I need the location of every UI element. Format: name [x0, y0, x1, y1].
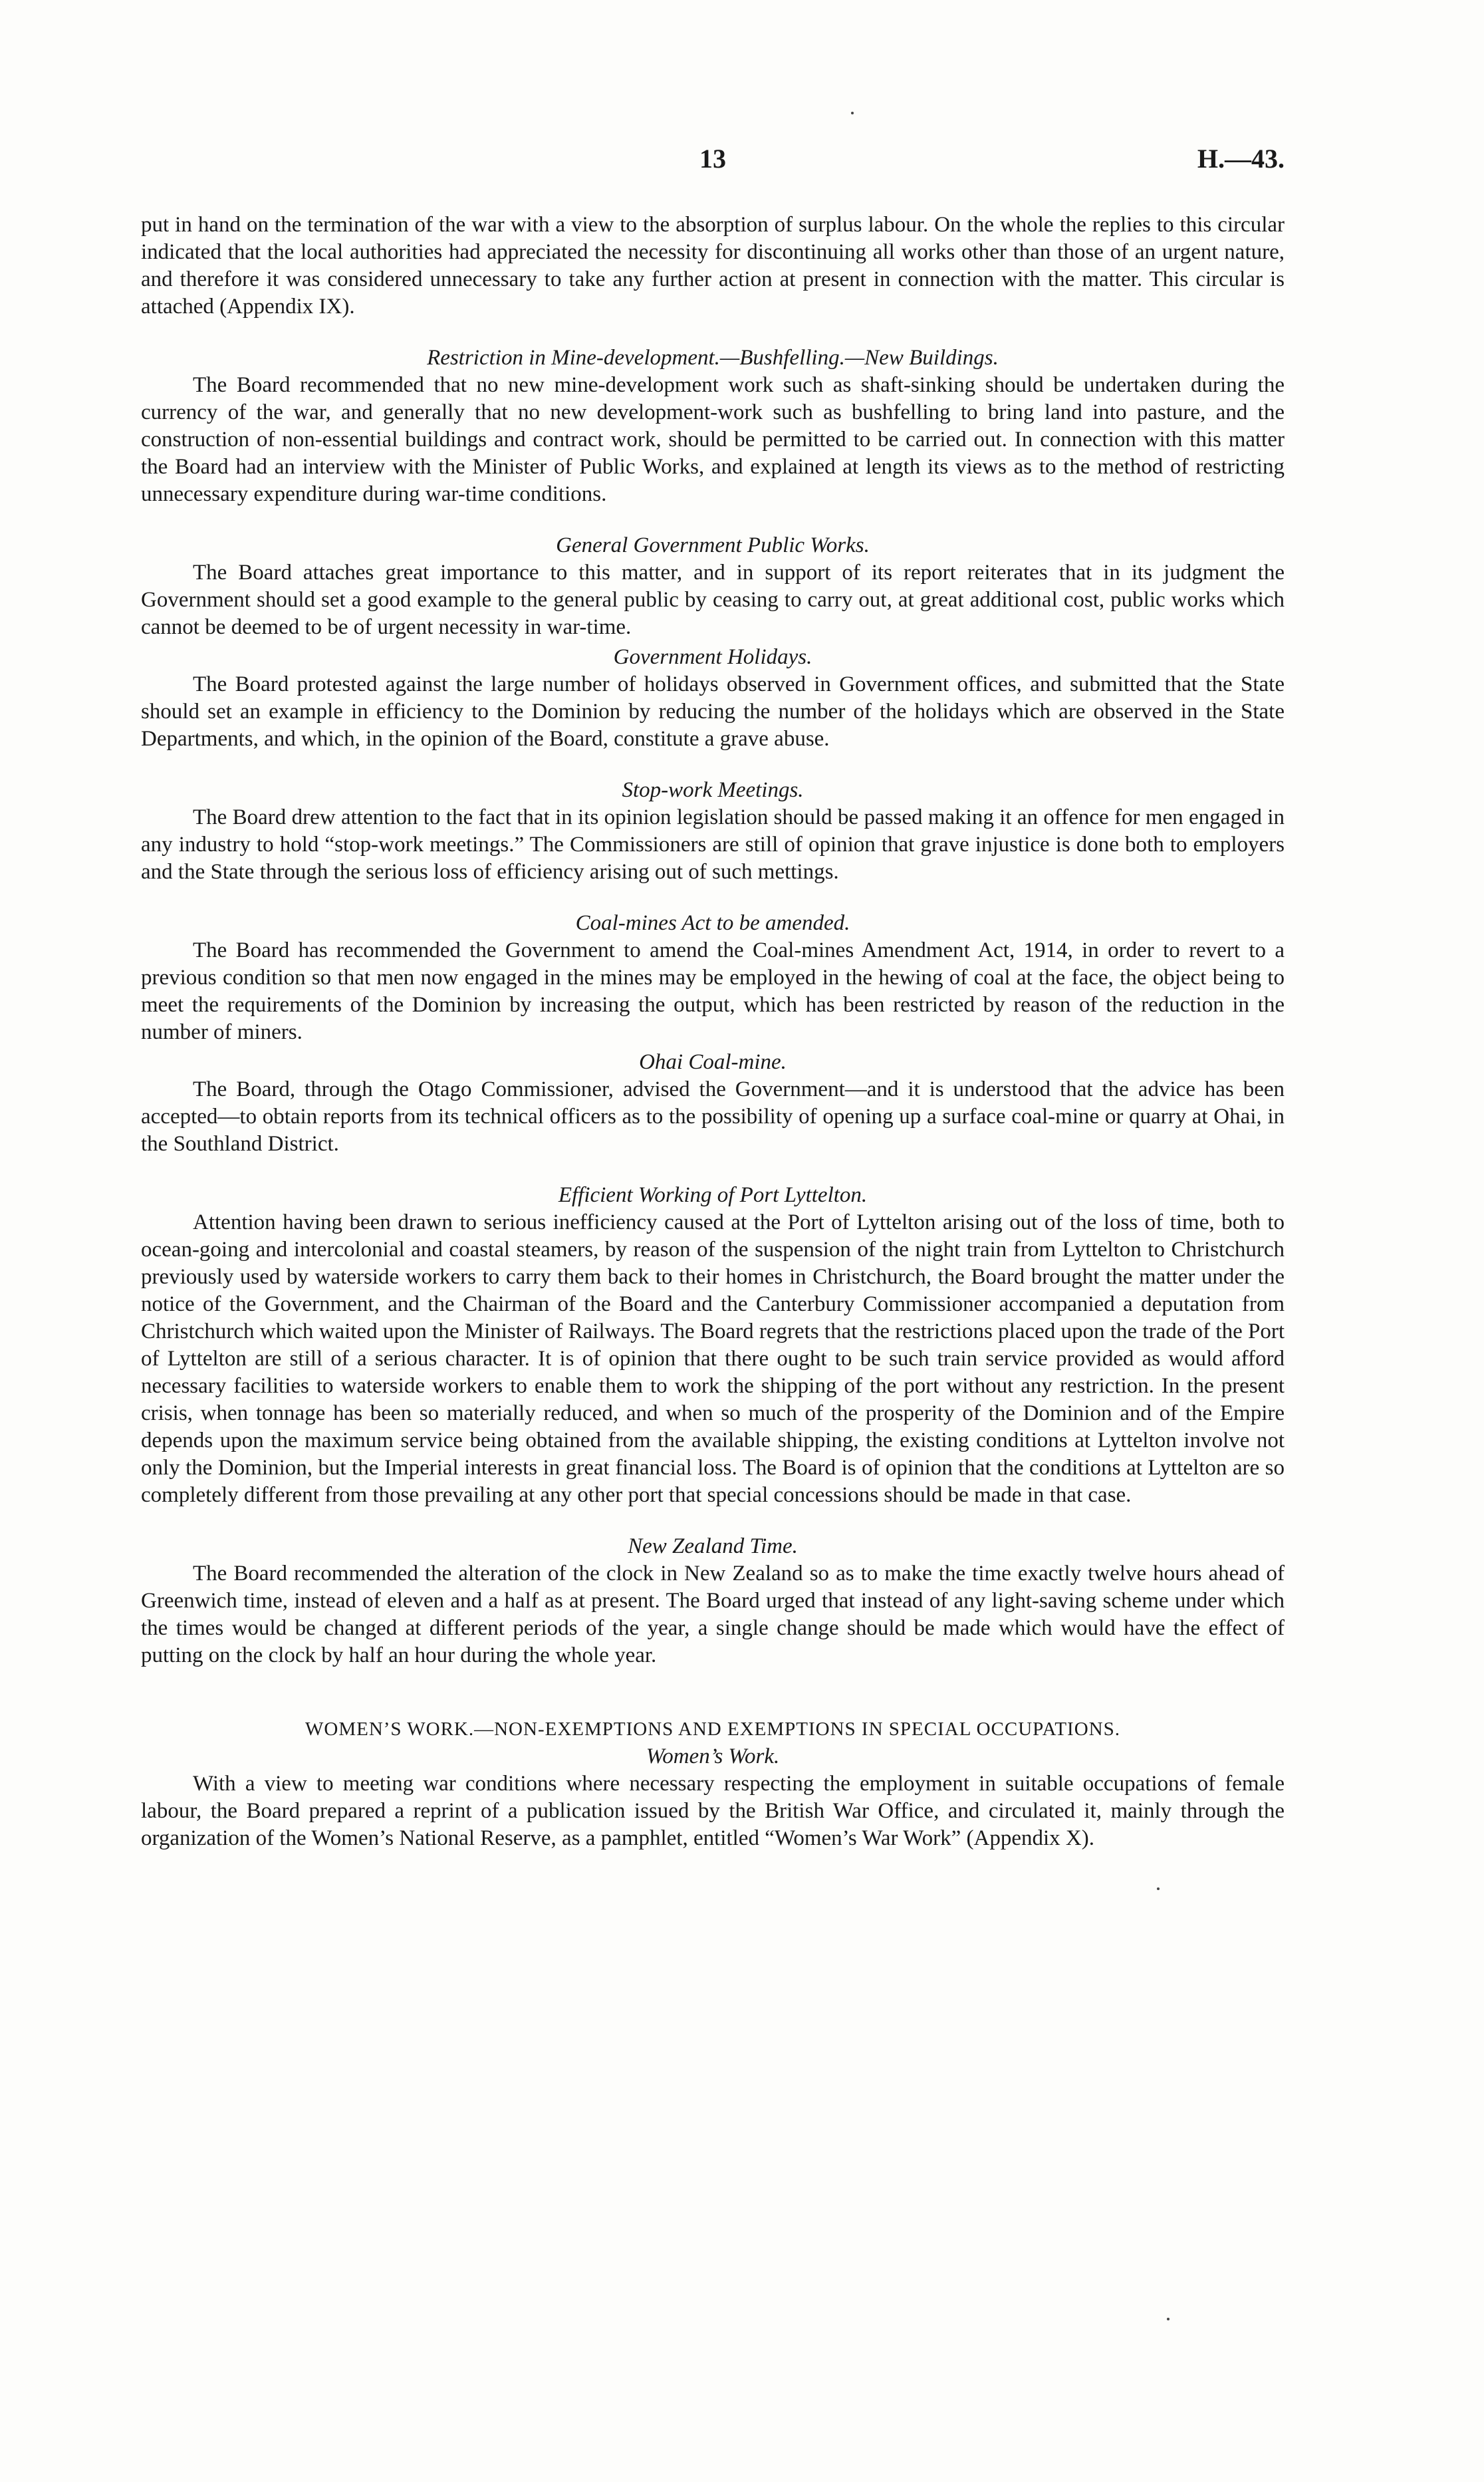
- section-heading-port-lyttelton: Efficient Working of Port Lyttelton.: [558, 1183, 868, 1207]
- womens-work-subheading: Women’s Work.: [646, 1744, 780, 1768]
- section-paragraph-coal-mines-act: The Board has recommended the Government to amend the Coal-mines Amendment Act, 1914, in order to revert to a previous condition so that men now engaged in the mines may be employed in the hewing of coal at the face, the object being to meet the requirements of the Dominion by increasing the output, which has been restricted by reason of the reduction in the number of miners.: [141, 938, 1285, 1044]
- section-heading-mine-development: Restriction in Mine-development.—Bushfelling.—New Buildings.: [427, 346, 999, 370]
- section-heading-holidays: Government Holidays.: [613, 645, 812, 669]
- page-number: 13: [699, 144, 726, 174]
- scan-speck: [851, 112, 854, 114]
- document-body: [141, 211, 1285, 1852]
- section-heading-stop-work: Stop-work Meetings.: [622, 778, 804, 802]
- page-header: [141, 143, 1285, 183]
- scan-speck: [1167, 2318, 1170, 2320]
- section-paragraph-public-works: The Board attaches great importance to this matter, and in support of its report reiterates that in its judgment the Government should set a good example to the general public by ceasing to carry out, at great additional cost, public works which cannot be deemed to be of urgent necessity in war-time.: [141, 561, 1285, 639]
- womens-work-main-heading: WOMEN’S WORK.—NON-EXEMPTIONS AND EXEMPTIONS IN SPECIAL OCCUPATIONS.: [305, 1719, 1120, 1740]
- section-heading-public-works: General Government Public Works.: [556, 533, 870, 557]
- section-heading-ohai: Ohai Coal-mine.: [639, 1050, 787, 1074]
- section-paragraph-nz-time: The Board recommended the alteration of the clock in New Zealand so as to make the time exactly twelve hours ahead of Greenwich time, instead of eleven and a half as at present. The Board urged that instead of any light-saving scheme under which the times would be changed at different periods of the year, a single change should be made which would have the effect of putting on the clock by half an hour during the whole year.: [141, 1562, 1285, 1667]
- document-id: H.—43.: [1197, 144, 1285, 174]
- section-paragraph-ohai: The Board, through the Otago Commissioner, advised the Government—and it is understood that the advice has been accepted—to obtain reports from its technical officers as to the possibility of opening up a surface coal-mine or quarry at Ohai, in the Southland District.: [141, 1077, 1285, 1156]
- section-paragraph-holidays: The Board protested against the large number of holidays observed in Government offices, and submitted that the State should set an example in efficiency to the Dominion by reducing the number of the holidays which are observed in the State Departments, and which, in the opinion of the Board, constitute a grave abuse.: [141, 672, 1285, 751]
- section-paragraph-mine-development: The Board recommended that no new mine-development work such as shaft-sinking should be undertaken during the currency of the war, and generally that no new development-work such as bushfelling to bring land into pasture, and the construction of non-essential buildings and contract work, should be permitted to be carried out. In connection with this matter the Board had an interview with the Minister of Public Works, and explained at length its views as to the method of restricting unnecessary expenditure during war-time conditions.: [141, 373, 1285, 506]
- scan-speck: [1157, 1887, 1160, 1890]
- intro-paragraph: put in hand on the termination of the war with a view to the absorption of surplus labour. On the whole the replies to this circular indicated that the local authorities had appreciated the necessity for discontinuing all works other than those of an urgent nature, and therefore it was considered unnecessary to take any further action at present in connection with the matter. This circular is attached (Appendix IX).: [141, 213, 1285, 319]
- section-paragraph-stop-work: The Board drew attention to the fact that in its opinion legislation should be passed making it an offence for men engaged in any industry to hold “stop-work meetings.” The Commissioners are still of opinion that grave injustice is done both to employers and the State through the serious loss of efficiency arising out of such mettings.: [141, 805, 1285, 884]
- section-heading-nz-time: New Zealand Time.: [628, 1534, 798, 1558]
- section-heading-coal-mines-act: Coal-mines Act to be amended.: [575, 911, 850, 935]
- womens-work-paragraph: With a view to meeting war conditions where necessary respecting the employment in suitable occupations of female labour, the Board prepared a reprint of a publication issued by the British War Office, and circulated it, mainly through the organization of the Women’s National Reserve, as a pamphlet, entitled “Women’s War Work” (Appendix X).: [141, 1772, 1285, 1850]
- section-paragraph-port-lyttelton: Attention having been drawn to serious inefficiency caused at the Port of Lyttelton arising out of the loss of time, both to ocean-going and intercolonial and coastal steamers, by reason of the suspension of the night train from Lyttelton to Christchurch previously used by waterside workers to carry them back to their homes in Christchurch, the Board brought the matter under the notice of the Government, and the Chairman of the Board and the Canterbury Commissioner accompanied a deputation from Christchurch which waited upon the Minister of Railways. The Board regrets that the restrictions placed upon the trade of the Port of Lyttelton are still of a serious character. It is of opinion that there ought to be such train service provided as would afford necessary facilities to waterside workers to enable them to work the shipping of the port without any restriction. In the present crisis, when tonnage has been so materially reduced, and when so much of the prosperity of the Dominion and of the Empire depends upon the maximum service being obtained from the available shipping, the existing conditions at Lyttelton involve not only the Dominion, but the Imperial interests in great financial loss. The Board is of opinion that the conditions at Lyttelton are so completely different from those prevailing at any other port that special concessions should be made in that case.: [141, 1210, 1285, 1507]
